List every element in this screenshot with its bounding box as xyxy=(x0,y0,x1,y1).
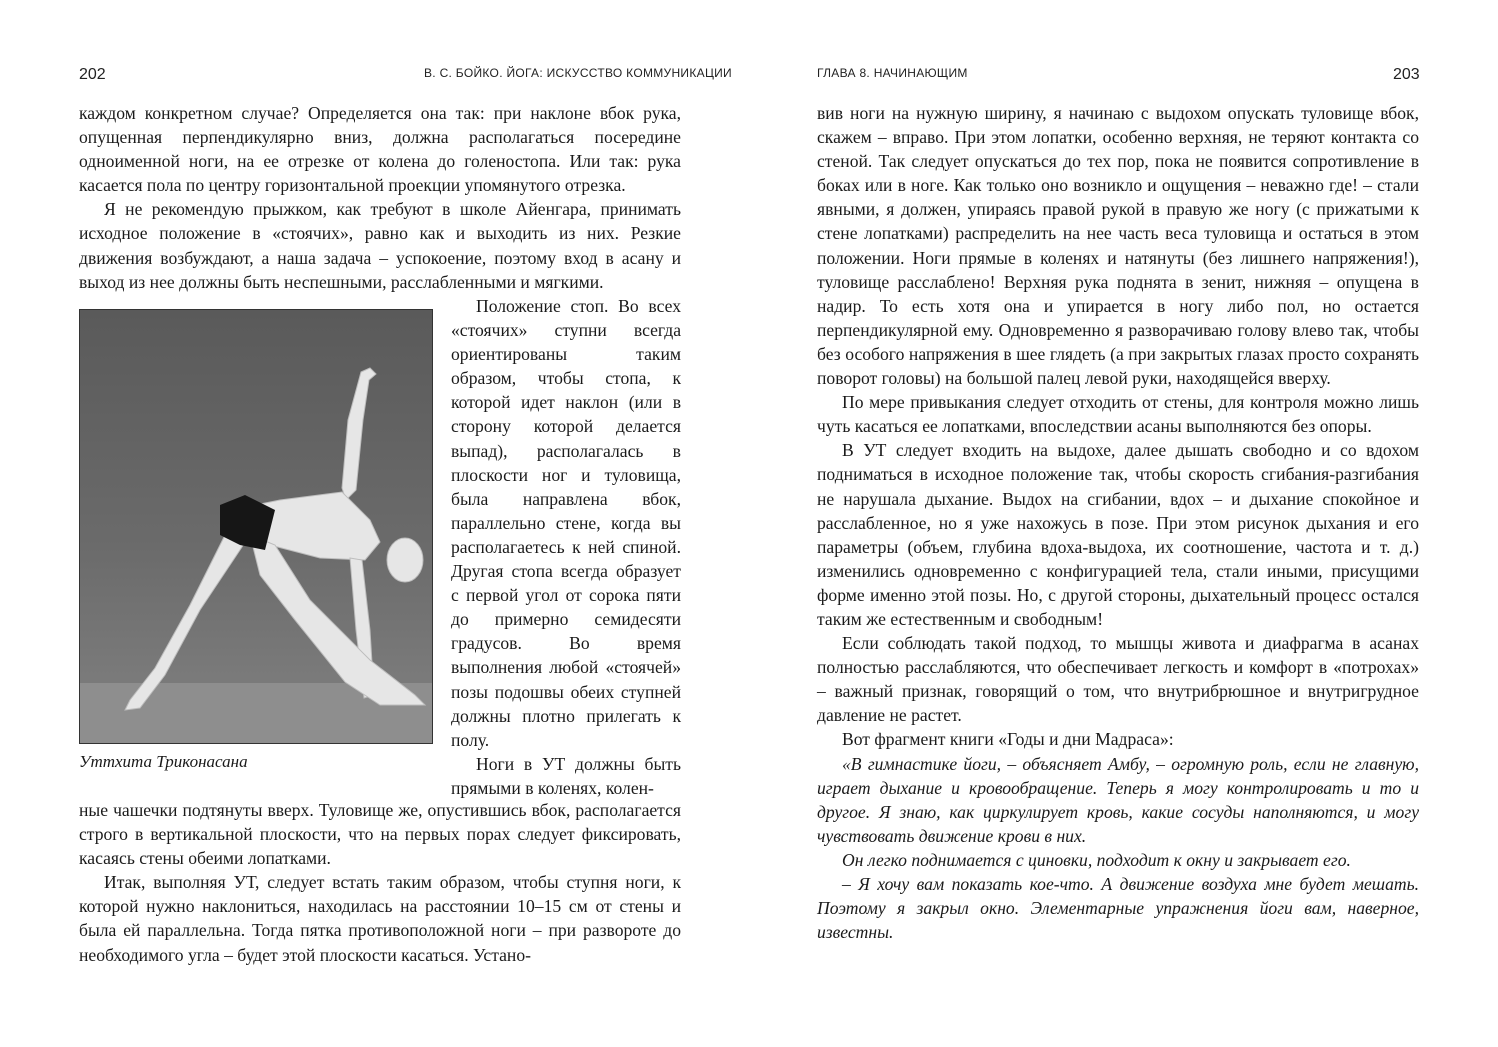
page-number-left: 202 xyxy=(79,66,106,83)
paragraph: Если соблюдать такой подход, то мышцы живота и диафрагма в асанах полностью расслабляются, что обеспечивает легкость и комфорт в «потрохах» – важный признак, говорящий о том, что внутрибрюшное и внутригрудное давление не растет. xyxy=(817,633,1419,726)
paragraph: По мере привыкания следует отходить от стены, для контроля можно лишь чуть касаться ее лопатками, впоследствии асаны выполняются без опоры. xyxy=(817,392,1419,437)
page-number-right: 203 xyxy=(1393,66,1420,83)
left-bottom-text xyxy=(79,798,681,967)
paragraph: Положение стоп. Во всех «стоячих» ступни всегда ориентированы таким образом, чтобы стопа, к которой идет наклон (или в сторону которой делается выпад), располагалась в плоскости ног и туловища, была направлена вбок, параллельно стене, когда вы располагаетесь к ней спиной. Другая стопа всегда образует с первой угол от сорока пяти до примерно семидесяти градусов. Во время выполнения любой «стоячей» позы подошвы обеих ступней должны плотно прилегать к полу. xyxy=(451,296,681,750)
left-top-text xyxy=(79,101,681,294)
paragraph: вив ноги на нужную ширину, я начинаю с выдохом опускать туловище вбок, скажем – вправо. При этом лопатки, особенно верхняя, не теряют контакта со стеной. Так следует опускаться до тех пор, пока не появится сопротивление в боках или в ноге. Как только оно возникло и ощущения – неважно где! – стали явными, я должен, упираясь правой рукой в правую же ногу (с прижатыми к стене лопатками) распределить на нее часть веса туловища и остаться в этом положении. Ноги прямые в коленях и натянуты (без лишнего напряжения!), туловище расслаблено! Верхняя рука поднята в зенит, нижняя – опущена в надир. То есть хотя она и упирается в ногу либо пол, но остается перпендикулярной ему. Одновременно я разворачиваю голову влево так, чтобы без особого напряжения в шее глядеть (а при закрытых глазах просто сохранять поворот головы) на большой палец левой руки, находящейся вверху. xyxy=(817,103,1419,389)
running-header-right: ГЛАВА 8. НАЧИНАЮЩИМ xyxy=(817,66,968,80)
running-header-left: В. С. БОЙКО. ЙОГА: ИСКУССТВО КОММУНИКАЦИИ xyxy=(424,66,732,80)
paragraph: В УТ следует входить на выдохе, далее дышать свободно и со вдохом подниматься в исходное положение так, чтобы скорость сгибания-разгибания не нарушала дыхание. Выдох на сгибании, вдох – и дыхание спокойное и расслабленное, но я уже нахожусь в позе. При этом рисунок дыхания и его параметры (объем, глубина вдоха-выдоха, их соотношение, частота и т. д.) изменились одновременно с конфигурацией тела, стали иными, присущими форме именно этой позы. Но, с другой стороны, дыхательный процесс остался таким же естественным и свободным! xyxy=(817,440,1419,629)
paragraph: Ноги в УТ должны быть прямыми в коленях, колен- xyxy=(451,753,681,798)
paragraph: Вот фрагмент книги «Годы и дни Мадраса»: xyxy=(842,729,1174,750)
quote-paragraph: «В гимнастике йоги, – объясняет Амбу, – огромную роль, если не главную, играет дыхание и кровообращение. Теперь я могу контролировать и то и другое. Я знаю, как циркулирует кровь, какие сосуды наполняются, и могу чувствовать движение крови в них. xyxy=(817,753,1419,846)
quote-paragraph: – Я хочу вам показать кое-что. А движение воздуха мне будет мешать. Поэтому я закрыл окно. Элементарные упражнения йоги вам, наверное, известны. xyxy=(817,874,1419,943)
right-text xyxy=(817,101,1419,944)
figure-caption: Уттхита Триконасана xyxy=(79,752,248,771)
triangle-pose-figure xyxy=(80,310,432,743)
left-side-column xyxy=(451,294,681,800)
paragraph: ные чашечки подтянуты вверх. Туловище же, опустившись вбок, располагается строго в вертикальной плоскости, что на первых порах следует фиксировать, касаясь стены обеими лопатками. xyxy=(79,800,681,869)
yoga-pose-photo xyxy=(79,309,433,744)
paragraph: Я не рекомендую прыжком, как требуют в школе Айенгара, принимать исходное положение в «стоячих», равно как и выходить из них. Резкие движения возбуждают, а наша задача – успокоение, поэтому вход в асану и выход из нее должны быть неспешными, расслабленными и мягкими. xyxy=(79,199,681,292)
paragraph: каждом конкретном случае? Определяется она так: при наклоне вбок рука, опущенная перпендикулярно вниз, должна располагаться посередине одноименной ноги, на ее отрезке от колена до голеностопа. Или так: рука касается пола по центру горизонтальной проекции упомянутого отрезка. xyxy=(79,103,681,196)
right-page xyxy=(749,0,1498,1047)
paragraph: Итак, выполняя УТ, следует встать таким образом, чтобы ступня ноги, к которой нужно наклониться, находилась на расстоянии 10–15 см от стены и была ей параллельна. Тогда пятка противоположной ноги – при развороте до необходимого угла – будет этой плоскости касаться. Устано- xyxy=(79,872,681,965)
quote-paragraph: Он легко поднимается с циновки, подходит к окну и закрывает его. xyxy=(842,849,1351,870)
